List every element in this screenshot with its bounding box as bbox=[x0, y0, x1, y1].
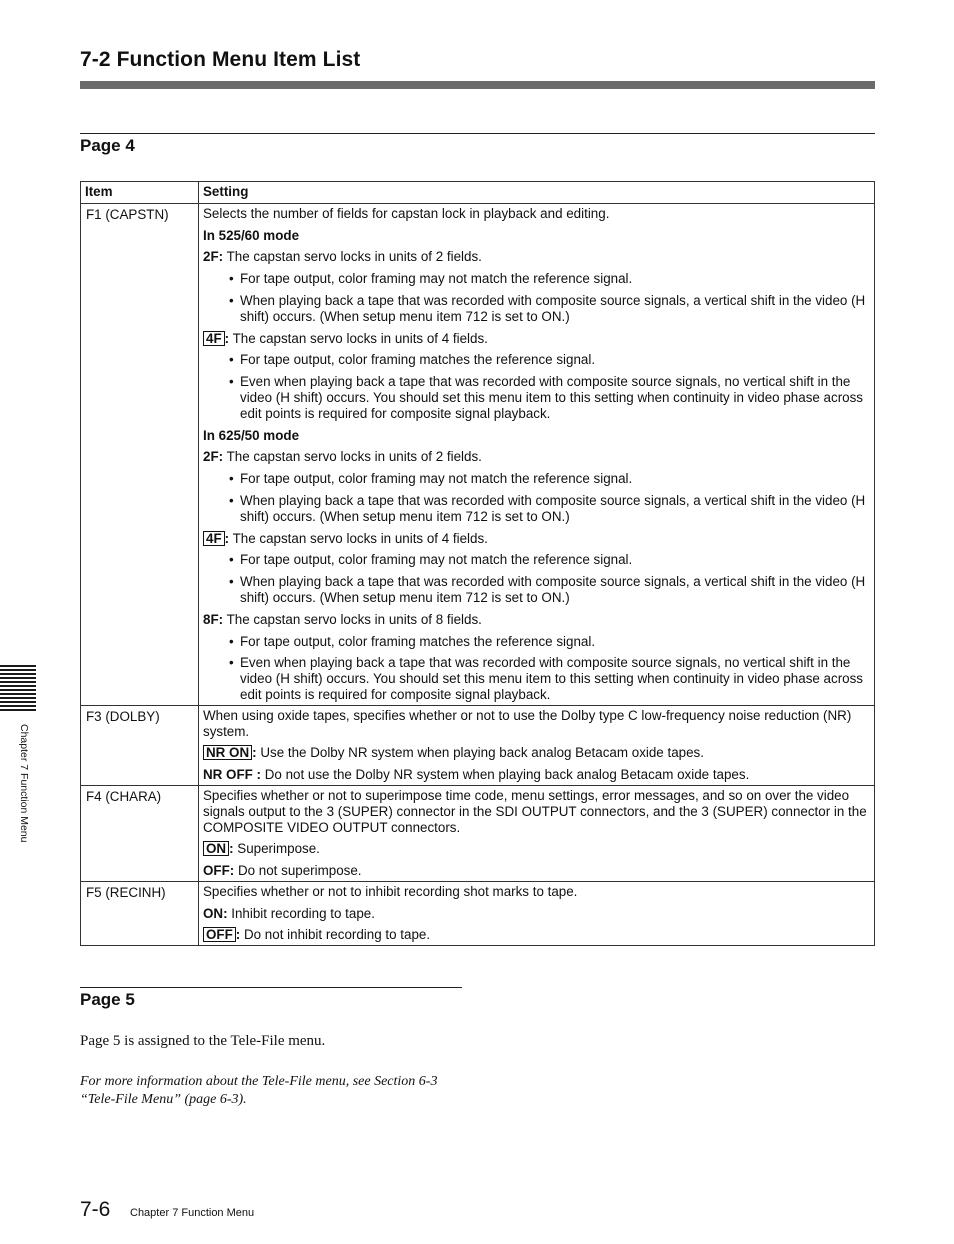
f1-mode-625: In 625/50 mode bbox=[203, 427, 300, 443]
table-row-f3 bbox=[81, 705, 875, 785]
f1-525-2f-key: 2F: bbox=[203, 249, 224, 265]
f1-625-4f-default-key: 4F bbox=[203, 531, 225, 546]
section-title: 7-2 Function Menu Item List bbox=[80, 48, 361, 71]
footer-chapter-label: Chapter 7 Function Menu bbox=[130, 1207, 255, 1219]
f1-mode-525: In 525/60 mode bbox=[203, 227, 300, 243]
page5-heading: Page 5 bbox=[80, 990, 135, 1009]
f3-nr-on-default-key: NR ON bbox=[203, 745, 252, 760]
table-header-row bbox=[81, 182, 875, 204]
f1-525-4f-default-key: 4F bbox=[203, 331, 225, 346]
f1-625-4f-bullet-1: • For tape output, color framing may not match the reference signal. bbox=[229, 552, 870, 568]
title-bar bbox=[80, 81, 875, 89]
f1-525-4f-bullet-2: • Even when playing back a tape that was recorded with composite source signals, no vertical shift in the video (H shift) occurs. You should set this menu item to this setting when continuity in video phase across edit points is required for composite signal playback. bbox=[229, 374, 870, 421]
f3-nr-off-key: NR OFF : bbox=[203, 767, 262, 783]
page5-body: Page 5 is assigned to the Tele-File menu. bbox=[80, 1033, 326, 1049]
setting-f1 bbox=[199, 203, 875, 705]
f1-525-2f-desc: The capstan servo locks in units of 2 fields. bbox=[223, 249, 482, 265]
f1-625-8f-key: 8F: bbox=[203, 611, 224, 627]
page4-heading: Page 4 bbox=[80, 136, 135, 155]
f5-on-key: ON: bbox=[203, 905, 228, 921]
f5-on bbox=[203, 906, 870, 922]
f1-525-4f-colon: : bbox=[224, 330, 230, 346]
f1-625-8f bbox=[203, 612, 870, 628]
column-header-item: Item bbox=[81, 182, 199, 204]
f5-off-colon: : bbox=[235, 927, 241, 943]
f4-off bbox=[203, 863, 870, 879]
f1-625-2f-bullet-2: • When playing back a tape that was recorded with composite source signals, a vertical shift in the video (H shift) occurs. (When setup menu item 712 is set to ON.) bbox=[229, 493, 870, 525]
table-row-f4 bbox=[81, 785, 875, 881]
f1-625-8f-desc: The capstan servo locks in units of 8 fields. bbox=[223, 611, 482, 627]
f4-on-desc: Superimpose. bbox=[233, 841, 320, 857]
table-row-f1 bbox=[81, 203, 875, 705]
f4-on-colon: : bbox=[229, 841, 234, 857]
item-f4: F4 (CHARA) bbox=[81, 785, 199, 881]
f1-525-4f-bullet-1: • For tape output, color framing matches the reference signal. bbox=[229, 352, 870, 368]
f4-off-desc: Do not superimpose. bbox=[234, 863, 362, 879]
f1-525-4f bbox=[203, 331, 870, 347]
f1-625-4f-desc: The capstan servo locks in units of 4 fields. bbox=[229, 530, 488, 546]
footer-page-number: 7-6 bbox=[80, 1198, 111, 1221]
page5-note: For more information about the Tele-File menu, see Section 6-3 “Tele-File Menu” (page 6-3). bbox=[80, 1074, 438, 1107]
f3-nr-off bbox=[203, 767, 870, 783]
f3-nr-on-colon: : bbox=[252, 745, 257, 761]
column-header-setting: Setting bbox=[199, 182, 875, 204]
f1-525-2f-bullet-2: • When playing back a tape that was recorded with composite source signals, a vertical shift in the video (H shift) occurs. (When setup menu item 712 is set to ON.) bbox=[229, 293, 870, 325]
f1-625-2f-bullet-1: • For tape output, color framing may not match the reference signal. bbox=[229, 471, 870, 487]
f5-off bbox=[203, 927, 870, 943]
item-f3: F3 (DOLBY) bbox=[81, 705, 199, 785]
f5-off-desc: Do not inhibit recording to tape. bbox=[240, 927, 431, 943]
function-menu-table bbox=[80, 181, 875, 946]
side-chapter-label: Chapter 7 Function Menu bbox=[18, 724, 30, 843]
f4-on bbox=[203, 841, 870, 857]
f3-nr-on bbox=[203, 745, 870, 761]
f5-on-desc: Inhibit recording to tape. bbox=[227, 905, 375, 921]
f1-525-2f-bullet-1: • For tape output, color framing may not match the reference signal. bbox=[229, 271, 870, 287]
f5-off-default-key: OFF bbox=[203, 927, 236, 942]
setting-f3 bbox=[199, 705, 875, 785]
f1-525-4f-desc: The capstan servo locks in units of 4 fields. bbox=[229, 330, 488, 346]
f1-625-4f-colon: : bbox=[224, 530, 230, 546]
chapter-thumb-tab bbox=[0, 665, 36, 711]
f3-nr-on-desc: Use the Dolby NR system when playing back analog Betacam oxide tapes. bbox=[256, 745, 704, 761]
setting-f4 bbox=[199, 785, 875, 881]
page5-rule bbox=[80, 987, 462, 988]
item-f5: F5 (RECINH) bbox=[81, 881, 199, 945]
f1-625-2f-key: 2F: bbox=[203, 449, 224, 465]
item-f1: F1 (CAPSTN) bbox=[81, 203, 199, 705]
f4-on-default-key: ON bbox=[203, 841, 229, 856]
f1-intro: Selects the number of fields for capstan lock in playback and editing. bbox=[203, 205, 610, 221]
f1-625-4f-bullet-2: • When playing back a tape that was recorded with composite source signals, a vertical shift in the video (H shift) occurs. (When setup menu item 712 is set to ON.) bbox=[229, 574, 870, 606]
f1-625-2f-desc: The capstan servo locks in units of 2 fields. bbox=[223, 449, 482, 465]
f1-625-8f-bullet-2: • Even when playing back a tape that was recorded with composite source signals, no vertical shift in the video (H shift) occurs. You should set this menu item to this setting when continuity in video phase across edit points is required for composite signal playback. bbox=[229, 655, 870, 702]
f1-625-4f bbox=[203, 531, 870, 547]
f1-625-8f-bullet-1: • For tape output, color framing matches the reference signal. bbox=[229, 634, 870, 650]
f3-nr-off-desc: Do not use the Dolby NR system when playing back analog Betacam oxide tapes. bbox=[261, 767, 750, 783]
page4-rule bbox=[80, 133, 875, 134]
f4-off-key: OFF: bbox=[203, 863, 235, 879]
f1-625-2f bbox=[203, 449, 870, 465]
f5-intro: Specifies whether or not to inhibit recording shot marks to tape. bbox=[203, 883, 578, 899]
f1-525-2f bbox=[203, 249, 870, 265]
table-row-f5 bbox=[81, 881, 875, 945]
f3-intro: When using oxide tapes, specifies whether or not to use the Dolby type C low-frequency noise reduction (NR) system. bbox=[203, 707, 852, 739]
setting-f5 bbox=[199, 881, 875, 945]
f4-intro: Specifies whether or not to superimpose time code, menu settings, error messages, and so on over the video signals output to the 3 (SUPER) connector in the SDI OUTPUT connectors, and the 3 (SUPER) connector in the COMPOSITE VIDEO OUTPUT connectors. bbox=[203, 787, 867, 835]
